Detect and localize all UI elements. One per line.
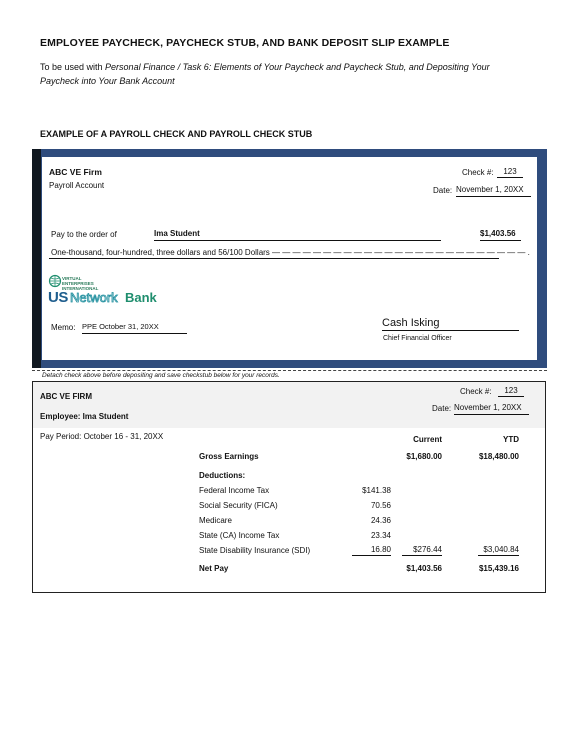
- section-title: EXAMPLE OF A PAYROLL CHECK AND PAYROLL CHECK STUB: [40, 129, 313, 139]
- intro-plain: To be used with: [40, 62, 106, 72]
- amount-dash-fill: — — — — — — — — — — — — — — — — — — — — — — — — — .: [272, 248, 530, 257]
- bank-logo: [48, 274, 168, 308]
- deduction-label: State Disability Insurance (SDI): [199, 546, 311, 555]
- net-pay-label: Net Pay: [199, 564, 229, 573]
- intro-italic: Personal Finance / Task 6: Elements of Your Paycheck and Paycheck Stub, and Depositing Your Paycheck into Your Bank Account: [40, 62, 490, 86]
- col-ytd-header: YTD: [503, 435, 519, 444]
- bank-logo-network: Network: [70, 290, 118, 305]
- deductions-total-ytd: $3,040.84: [478, 545, 519, 556]
- check-amount: $1,403.56: [480, 229, 521, 241]
- check-number: 123: [497, 167, 523, 178]
- bank-logo-bank: Bank: [125, 290, 157, 305]
- bank-tagline-2: ENTERPRISES: [62, 281, 94, 286]
- check-firm-name: ABC VE Firm: [49, 167, 102, 177]
- deduction-amount: 24.36: [370, 516, 391, 525]
- signature: Cash Isking: [382, 317, 519, 331]
- check-number-label: Check #:: [462, 168, 494, 177]
- deduction-label: State (CA) Income Tax: [199, 531, 280, 540]
- amount-in-words: [51, 248, 530, 257]
- globe-icon: [48, 274, 62, 290]
- deduction-amount: $141.38: [362, 486, 391, 495]
- detach-line: [32, 370, 547, 371]
- deduction-label: Federal Income Tax: [199, 486, 270, 495]
- intro-text: [40, 61, 530, 88]
- memo-label: Memo:: [51, 323, 76, 332]
- net-pay-ytd: $15,439.16: [478, 564, 519, 573]
- stub-date: November 1, 20XX: [454, 403, 529, 415]
- deductions-total-current: $276.44: [402, 545, 442, 556]
- deduction-label: Social Security (FICA): [199, 501, 278, 510]
- amount-words-text: One-thousand, four-hundred, three dollars and 56/100 Dollars: [51, 248, 270, 257]
- net-pay-current: $1,403.56: [406, 564, 442, 573]
- check-date: November 1, 20XX: [456, 185, 531, 197]
- stub-check-number-label: Check #:: [460, 387, 492, 396]
- col-current-header: Current: [413, 435, 442, 444]
- amount-words-line: [49, 258, 499, 259]
- deductions-label: Deductions:: [199, 471, 246, 480]
- deduction-amount: 23.34: [370, 531, 391, 540]
- deduction-label: Medicare: [199, 516, 232, 525]
- bank-tagline-3: INTERNATIONAL: [62, 286, 99, 291]
- deduction-amount: 70.56: [370, 501, 391, 510]
- check-frame-left-edge: [32, 149, 41, 368]
- gross-ytd: $18,480.00: [478, 452, 519, 461]
- document-title: EMPLOYEE PAYCHECK, PAYCHECK STUB, AND BANK DEPOSIT SLIP EXAMPLE: [40, 37, 450, 49]
- stub-pay-period: Pay Period: October 16 - 31, 20XX: [40, 432, 164, 441]
- detach-note: Detach check above before depositing and save checkstub below for your records.: [42, 372, 280, 379]
- pay-to-label: Pay to the order of: [51, 230, 117, 239]
- signer-title: Chief Financial Officer: [383, 335, 452, 342]
- memo-value: PPE October 31, 20XX: [82, 322, 187, 334]
- bank-tagline-1: VIRTUAL: [62, 276, 82, 281]
- payee-name: Ima Student: [154, 229, 441, 241]
- deduction-amount: 16.80: [352, 545, 391, 556]
- stub-check-number: 123: [498, 386, 524, 397]
- gross-current: $1,680.00: [406, 452, 442, 461]
- bank-logo-us: US: [48, 289, 68, 306]
- check-account-name: Payroll Account: [49, 181, 105, 190]
- stub-date-label: Date:: [432, 404, 452, 413]
- stub-firm-name: ABC VE FIRM: [40, 392, 92, 401]
- check-date-label: Date:: [433, 186, 453, 195]
- gross-earnings-label: Gross Earnings: [199, 452, 259, 461]
- stub-employee: Employee: Ima Student: [40, 412, 129, 421]
